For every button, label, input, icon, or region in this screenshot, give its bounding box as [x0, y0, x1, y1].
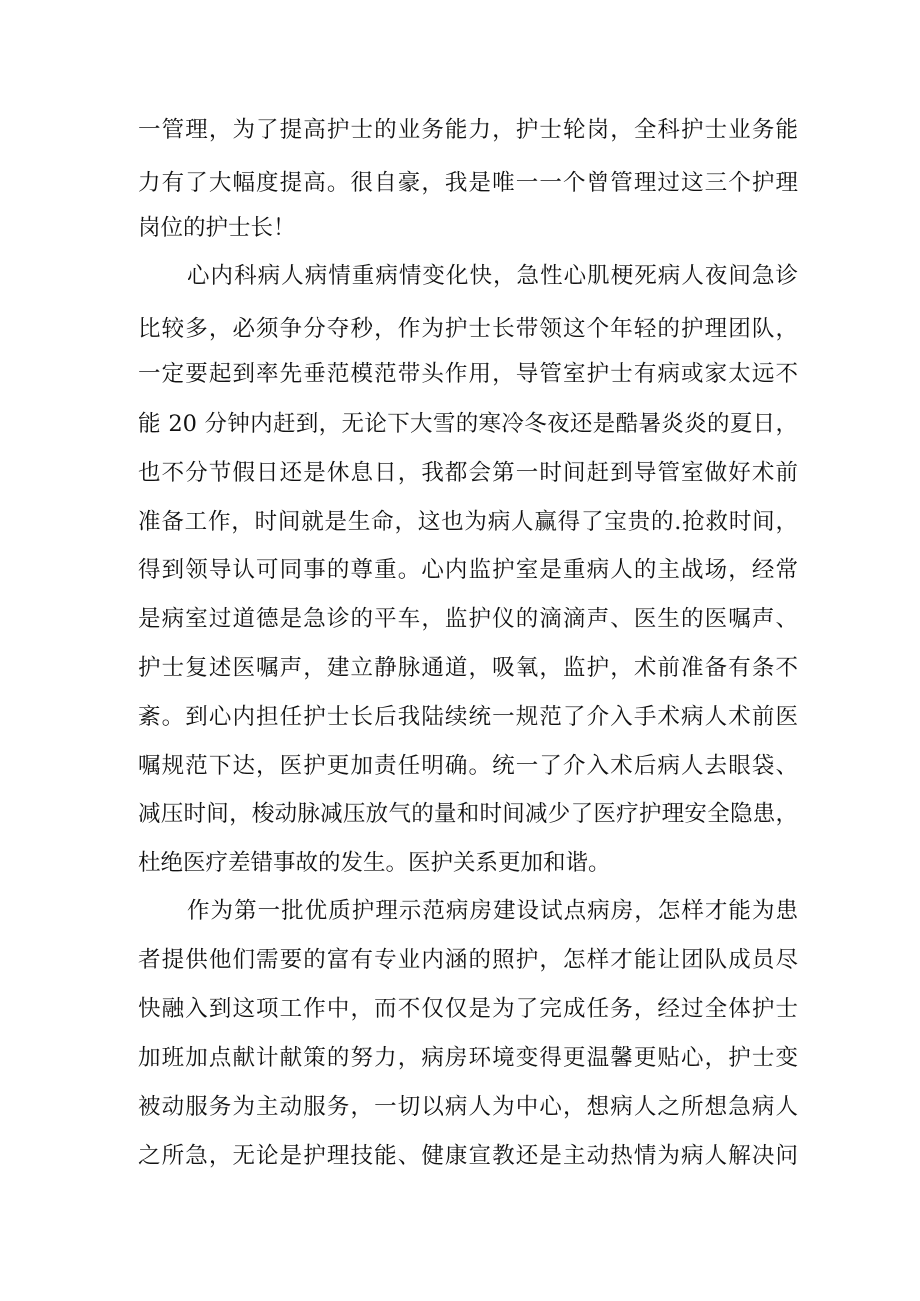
- text-line: 杜绝医疗差错事故的发生。医护关系更加和谐。: [138, 850, 611, 876]
- text-line: 加班加点献计献策的努力，病房环境变得更温馨更贴心，护士变: [138, 1045, 798, 1071]
- text-line: 比较多，必须争分夺秒，作为护士长带领这个年轻的护理团队，: [138, 316, 798, 342]
- text-line: 被动服务为主动服务，一切以病人为中心，想病人之所想急病人: [138, 1094, 798, 1120]
- text-line: 护士复述医嘱声，建立静脉通道，吸氧，监护，术前准备有条不: [138, 655, 798, 681]
- text-line: 能 20 分钟内赶到，无论下大雪的寒冷冬夜还是酷暑炎炎的夏日，: [138, 411, 798, 437]
- text-line: 力有了大幅度提高。很自豪，我是唯一一个曾管理过这三个护理: [138, 170, 798, 196]
- text-line: 得到领导认可同事的尊重。心内监护室是重病人的主战场，经常: [138, 557, 798, 583]
- text-line: 之所急，无论是护理技能、健康宣教还是主动热情为病人解决问: [138, 1143, 798, 1169]
- text-line: 者提供他们需要的富有专业内涵的照护，怎样才能让团队成员尽: [138, 947, 798, 973]
- text-line: 紊。到心内担任护士长后我陆续统一规范了介入手术病人术前医: [138, 704, 798, 730]
- text-line: 是病室过道德是急诊的平车，监护仪的滴滴声、医生的医嘱声、: [138, 606, 798, 632]
- text-line: 作为第一批优质护理示范病房建设试点病房，怎样才能为患: [187, 898, 798, 924]
- text-line: 嘱规范下达，医护更加责任明确。统一了介入术后病人去眼袋、: [138, 753, 798, 779]
- text-line: 心内科病人病情重病情变化快，急性心肌梗死病人夜间急诊: [187, 263, 798, 289]
- text-line: 一定要起到率先垂范模范带头作用，导管室护士有病或家太远不: [138, 361, 798, 387]
- text-line: 快融入到这项工作中，而不仅仅是为了完成任务，经过全体护士: [138, 996, 798, 1022]
- text-line: 准备工作，时间就是生命，这也为病人赢得了宝贵的.抢救时间，: [138, 509, 798, 535]
- text-line: 减压时间，梭动脉减压放气的量和时间减少了医疗护理安全隐患，: [138, 801, 798, 827]
- text-line: 也不分节假日还是休息日，我都会第一时间赶到导管室做好术前: [138, 460, 798, 486]
- text-line: 一管理，为了提高护士的业务能力，护士轮岗，全科护士业务能: [138, 117, 798, 143]
- text-line: 岗位的护士长！: [138, 215, 296, 241]
